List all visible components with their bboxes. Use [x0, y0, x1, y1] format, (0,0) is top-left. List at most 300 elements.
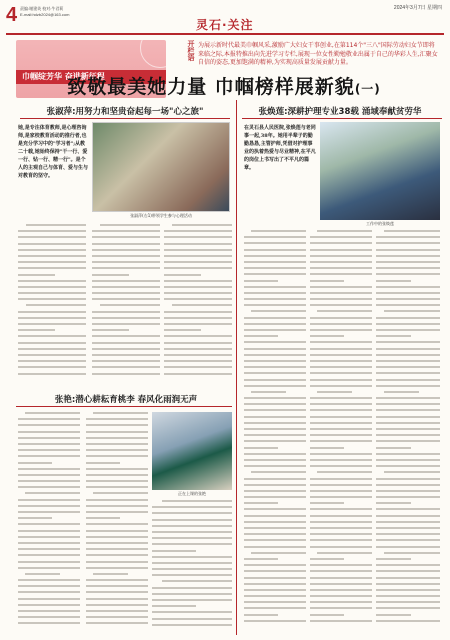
body-text-line	[152, 605, 196, 607]
body-text-line	[384, 552, 440, 554]
article3-photo-caption: 正在上课的张艳	[178, 491, 206, 496]
body-text-line	[18, 511, 80, 513]
body-text-line	[18, 505, 80, 507]
body-text-line	[164, 255, 232, 257]
body-text-line	[18, 579, 80, 581]
banner-decoration	[140, 40, 166, 68]
body-text-line	[86, 468, 148, 470]
body-text-line	[164, 230, 232, 232]
date-line: 2024年3月7日 星期四	[393, 5, 442, 11]
article1-title: 张淑萍:用努力和坚贵奋起每一场"心之旅"	[46, 107, 204, 117]
body-text-line	[86, 443, 148, 445]
body-text-line	[86, 548, 148, 550]
body-text-line	[164, 292, 232, 294]
body-text-line	[310, 422, 372, 424]
body-text-line	[317, 391, 351, 393]
body-text-line	[310, 323, 372, 325]
body-text-line	[18, 437, 80, 439]
body-text-line	[18, 298, 86, 300]
body-text-line	[310, 570, 372, 572]
body-text-line	[376, 515, 440, 517]
body-text-line	[317, 230, 372, 232]
body-text-line	[164, 236, 232, 238]
body-text-line	[384, 230, 440, 232]
body-text-line	[244, 422, 306, 424]
body-text-line	[310, 304, 372, 306]
body-text-line	[18, 373, 86, 375]
body-text-line	[164, 243, 232, 245]
body-text-line	[376, 385, 440, 387]
body-text-line	[18, 274, 55, 276]
body-text-line	[310, 397, 372, 399]
body-text-line	[244, 280, 278, 282]
article3-body-col1	[18, 412, 80, 634]
body-text-line	[244, 255, 306, 257]
body-text-line	[310, 409, 372, 411]
body-text-line	[244, 595, 306, 597]
body-text-line	[18, 604, 80, 606]
article3-photo	[152, 412, 232, 490]
body-text-line	[164, 360, 232, 362]
body-text-line	[244, 515, 306, 517]
article1-photo	[92, 122, 230, 212]
body-text-line	[376, 416, 440, 418]
body-text-line	[164, 373, 232, 375]
body-text-line	[152, 599, 232, 601]
body-text-line	[152, 568, 232, 570]
body-text-line	[376, 335, 411, 337]
body-text-line	[376, 496, 440, 498]
body-text-line	[310, 329, 372, 331]
body-text-line	[86, 536, 148, 538]
body-text-line	[376, 292, 440, 294]
body-text-line	[18, 480, 80, 482]
body-text-line	[310, 583, 372, 585]
body-text-line	[18, 517, 52, 519]
body-text-line	[376, 595, 440, 597]
body-text-line	[86, 499, 148, 501]
body-text-line	[310, 366, 372, 368]
body-text-line	[86, 622, 148, 624]
body-text-line	[18, 329, 55, 331]
body-text-line	[18, 530, 80, 532]
body-text-line	[376, 341, 440, 343]
banner-text: 巾帼绽芳华 奋进新征程	[22, 72, 105, 81]
body-text-line	[92, 249, 160, 251]
body-text-line	[18, 236, 86, 238]
body-text-line	[18, 418, 80, 420]
body-text-line	[310, 577, 372, 579]
body-text-line	[310, 502, 344, 504]
body-text-line	[317, 552, 372, 554]
body-text-line	[26, 304, 86, 306]
body-text-line	[310, 546, 372, 548]
article2-body-col3	[376, 230, 440, 630]
body-text-line	[376, 280, 411, 282]
body-text-line	[18, 536, 80, 538]
body-text-line	[18, 249, 86, 251]
body-text-line	[244, 589, 306, 591]
body-text-line	[251, 310, 306, 312]
body-text-line	[152, 618, 232, 620]
body-text-line	[310, 527, 372, 529]
article1-body-col1	[18, 224, 86, 384]
body-text-line	[310, 465, 372, 467]
article2-photo	[320, 122, 440, 220]
body-text-line	[310, 515, 372, 517]
body-text-line	[86, 591, 148, 593]
body-text-line	[18, 554, 80, 556]
body-text-line	[244, 496, 306, 498]
body-text-line	[376, 533, 440, 535]
body-text-line	[376, 366, 440, 368]
body-text-line	[310, 595, 372, 597]
body-text-line	[93, 573, 127, 575]
body-text-line	[18, 335, 86, 337]
column-divider	[236, 100, 237, 635]
body-text-line	[92, 274, 129, 276]
body-text-line	[376, 323, 440, 325]
body-text-line	[376, 403, 440, 405]
body-text-line	[310, 379, 372, 381]
body-text-line	[86, 511, 148, 513]
body-text-line	[310, 453, 372, 455]
body-text-line	[152, 537, 232, 539]
body-text-line	[86, 437, 148, 439]
body-text-line	[164, 354, 232, 356]
body-text-line	[86, 480, 148, 482]
body-text-line	[86, 449, 148, 451]
editor-line: 责编:谢建英 校对:牛君莉	[20, 6, 64, 11]
body-text-line	[310, 372, 372, 374]
body-text-line	[164, 280, 232, 282]
body-text-line	[376, 298, 440, 300]
body-text-line	[310, 428, 372, 430]
body-text-line	[86, 604, 148, 606]
body-text-line	[310, 459, 372, 461]
body-text-line	[310, 620, 372, 622]
body-text-line	[376, 348, 440, 350]
body-text-line	[244, 292, 306, 294]
body-text-line	[244, 286, 306, 288]
body-text-line	[376, 570, 440, 572]
body-text-line	[251, 391, 285, 393]
body-text-line	[162, 580, 232, 582]
body-text-line	[376, 564, 440, 566]
body-text-line	[310, 403, 372, 405]
body-text-line	[244, 428, 306, 430]
body-text-line	[92, 261, 160, 263]
body-text-line	[376, 329, 440, 331]
body-text-line	[244, 304, 306, 306]
body-text-line	[92, 360, 160, 362]
body-text-line	[244, 317, 306, 319]
body-text-line	[244, 614, 278, 616]
body-text-line	[86, 474, 148, 476]
body-text-line	[244, 620, 306, 622]
body-text-line	[244, 459, 306, 461]
body-text-line	[18, 311, 86, 313]
body-text-line	[18, 443, 80, 445]
body-text-line	[244, 273, 306, 275]
body-text-line	[244, 267, 306, 269]
body-text-line	[244, 527, 306, 529]
body-text-line	[18, 616, 80, 618]
body-text-line	[18, 261, 86, 263]
article3-body-col2	[86, 412, 148, 634]
article1-intro: 她,是专注体育教师,是心理咨询师,是家校教育活动的推行者,也是充分学习中的"学习者";从教二十载,她始终保持"干一行、爱一行、钻一行、精一行"。是个人的主观自己与体育、爱与生与对教育的坚守。	[18, 125, 88, 179]
editor-note-text: 为展示新时代最美巾帼风采,激励广大妇女干事创业,在第114个"三八"国际劳动妇女节即将来临之际,本报特推出向先进学习专栏,展现一位女性勤勉敬业出属于自己的华彩人生,汇聚女自信的姿态,更加饱满的精神,为实现高质量发展贡献力量。	[198, 42, 438, 66]
body-text-line	[25, 492, 80, 494]
body-text-line	[92, 255, 160, 257]
body-text-line	[164, 348, 232, 350]
body-text-line	[310, 564, 372, 566]
body-text-line	[376, 459, 440, 461]
body-text-line	[244, 341, 306, 343]
body-text-line	[244, 601, 306, 603]
body-text-line	[86, 598, 148, 600]
body-text-line	[376, 379, 440, 381]
body-text-line	[376, 558, 411, 560]
body-text-line	[92, 286, 160, 288]
body-text-line	[18, 542, 80, 544]
article1-rule	[20, 118, 230, 119]
body-text-line	[310, 261, 372, 263]
body-text-line	[86, 567, 148, 569]
body-text-line	[18, 486, 80, 488]
body-text-line	[244, 521, 306, 523]
body-text-line	[244, 502, 278, 504]
body-text-line	[100, 304, 160, 306]
body-text-line	[376, 249, 440, 251]
body-text-line	[376, 360, 440, 362]
headline-text: 致敬最美她力量 巾帼榜样展新貌	[67, 76, 355, 98]
body-text-line	[310, 249, 372, 251]
body-text-line	[152, 531, 232, 533]
body-text-line	[376, 527, 440, 529]
body-text-line	[244, 478, 306, 480]
body-text-line	[18, 523, 80, 525]
body-text-line	[18, 360, 86, 362]
body-text-line	[152, 562, 232, 564]
body-text-line	[310, 440, 372, 442]
body-text-line	[310, 601, 372, 603]
body-text-line	[92, 280, 160, 282]
body-text-line	[86, 517, 120, 519]
body-text-line	[172, 224, 232, 226]
body-text-line	[376, 434, 440, 436]
body-text-line	[18, 424, 80, 426]
body-text-line	[18, 366, 86, 368]
body-text-line	[244, 583, 306, 585]
body-text-line	[244, 261, 306, 263]
article2-photo-caption: 工作中的张焕莲	[366, 221, 394, 226]
body-text-line	[244, 366, 306, 368]
body-text-line	[376, 422, 440, 424]
body-text-line	[244, 577, 306, 579]
body-text-line	[310, 539, 372, 541]
body-text-line	[376, 397, 440, 399]
main-headline	[14, 72, 434, 99]
article3-body-col3	[152, 500, 232, 634]
body-text-line	[152, 525, 232, 527]
body-text-line	[310, 236, 372, 238]
body-text-line	[376, 447, 411, 449]
body-text-line	[86, 523, 148, 525]
body-text-line	[376, 440, 440, 442]
body-text-line	[152, 556, 232, 558]
article1-body-col2	[92, 224, 160, 384]
body-text-line	[376, 589, 440, 591]
headline-suffix: (一)	[354, 82, 381, 96]
body-text-line	[251, 471, 306, 473]
body-text-line	[376, 521, 440, 523]
body-text-line	[92, 329, 129, 331]
article1-body-col3	[164, 224, 232, 384]
body-text-line	[92, 335, 160, 337]
body-text-line	[244, 416, 306, 418]
body-text-line	[310, 416, 372, 418]
section-title: 灵石·关注	[196, 18, 254, 32]
body-text-line	[86, 579, 148, 581]
body-text-line	[18, 567, 80, 569]
body-text-line	[376, 304, 440, 306]
body-text-line	[86, 554, 148, 556]
body-text-line	[93, 492, 148, 494]
body-text-line	[310, 521, 372, 523]
body-text-line	[310, 447, 344, 449]
body-text-line	[25, 412, 80, 414]
editor-note-label: 开栏语	[187, 40, 195, 61]
body-text-line	[376, 465, 440, 467]
body-text-line	[152, 550, 196, 552]
body-text-line	[384, 471, 440, 473]
body-text-line	[244, 484, 306, 486]
body-text-line	[310, 267, 372, 269]
body-text-line	[244, 385, 306, 387]
body-text-line	[310, 341, 372, 343]
body-text-line	[152, 512, 232, 514]
body-text-line	[376, 539, 440, 541]
body-text-line	[92, 342, 160, 344]
body-text-line	[376, 409, 440, 411]
body-text-line	[18, 280, 86, 282]
body-text-line	[86, 542, 148, 544]
body-text-line	[310, 242, 372, 244]
body-text-line	[244, 242, 306, 244]
body-text-line	[244, 379, 306, 381]
body-text-line	[244, 249, 306, 251]
body-text-line	[310, 280, 344, 282]
article3-title: 张艳:潜心耕耘育桃李 春风化雨润无声	[54, 395, 198, 405]
body-text-line	[18, 354, 86, 356]
body-text-line	[310, 348, 372, 350]
body-text-line	[310, 360, 372, 362]
body-text-line	[164, 249, 232, 251]
body-text-line	[92, 373, 160, 375]
body-text-line	[244, 397, 306, 399]
body-text-line	[244, 360, 306, 362]
body-text-line	[244, 298, 306, 300]
body-text-line	[18, 462, 52, 464]
body-text-line	[86, 616, 148, 618]
body-text-line	[18, 474, 80, 476]
body-text-line	[244, 465, 306, 467]
body-text-line	[18, 431, 80, 433]
body-text-line	[244, 546, 306, 548]
body-text-line	[310, 558, 344, 560]
body-text-line	[92, 243, 160, 245]
header-rule	[6, 33, 444, 35]
body-text-line	[376, 490, 440, 492]
body-text-line	[376, 261, 440, 263]
body-text-line	[310, 273, 372, 275]
body-text-line	[18, 561, 80, 563]
body-text-line	[376, 453, 440, 455]
body-text-line	[376, 478, 440, 480]
body-text-line	[152, 506, 232, 508]
body-text-line	[18, 585, 80, 587]
body-text-line	[18, 348, 86, 350]
body-text-line	[384, 391, 419, 393]
body-text-line	[18, 267, 86, 269]
body-text-line	[244, 434, 306, 436]
body-text-line	[92, 292, 160, 294]
body-text-line	[376, 236, 440, 238]
body-text-line	[86, 530, 148, 532]
body-text-line	[86, 455, 148, 457]
body-text-line	[18, 292, 86, 294]
body-text-line	[164, 342, 232, 344]
body-text-line	[310, 614, 344, 616]
body-text-line	[18, 243, 86, 245]
body-text-line	[310, 317, 372, 319]
body-text-line	[93, 412, 148, 414]
body-text-line	[152, 587, 232, 589]
body-text-line	[244, 539, 306, 541]
body-text-line	[244, 533, 306, 535]
body-text-line	[26, 224, 86, 226]
body-text-line	[244, 372, 306, 374]
body-text-line	[162, 500, 232, 502]
body-text-line	[244, 440, 306, 442]
body-text-line	[86, 505, 148, 507]
body-text-line	[244, 323, 306, 325]
body-text-line	[164, 317, 232, 319]
body-text-line	[376, 546, 440, 548]
body-text-line	[164, 335, 232, 337]
body-text-line	[92, 298, 160, 300]
body-text-line	[244, 558, 278, 560]
body-text-line	[164, 298, 232, 300]
body-text-line	[244, 447, 278, 449]
body-text-line	[310, 484, 372, 486]
article3-rule	[16, 406, 232, 407]
body-text-line	[86, 418, 148, 420]
body-text-line	[376, 286, 440, 288]
body-text-line	[244, 354, 306, 356]
body-text-line	[244, 329, 306, 331]
article2-intro: 在灵石县人民医院,张焕莲与老同事一起,38年。她用半辈子的勤勤恳恳,主管护师,凭借对护理事业的执着热爱与尽业精神,在平凡的岗位上书写出了不平凡的篇章。	[244, 125, 316, 171]
body-text-line	[244, 335, 278, 337]
body-text-line	[86, 561, 148, 563]
body-text-line	[164, 329, 201, 331]
email-line: E-mail:hdzb2024@163.com	[20, 12, 70, 17]
body-text-line	[92, 317, 160, 319]
page-number: 4	[6, 4, 18, 26]
body-text-line	[25, 573, 59, 575]
body-text-line	[18, 286, 86, 288]
